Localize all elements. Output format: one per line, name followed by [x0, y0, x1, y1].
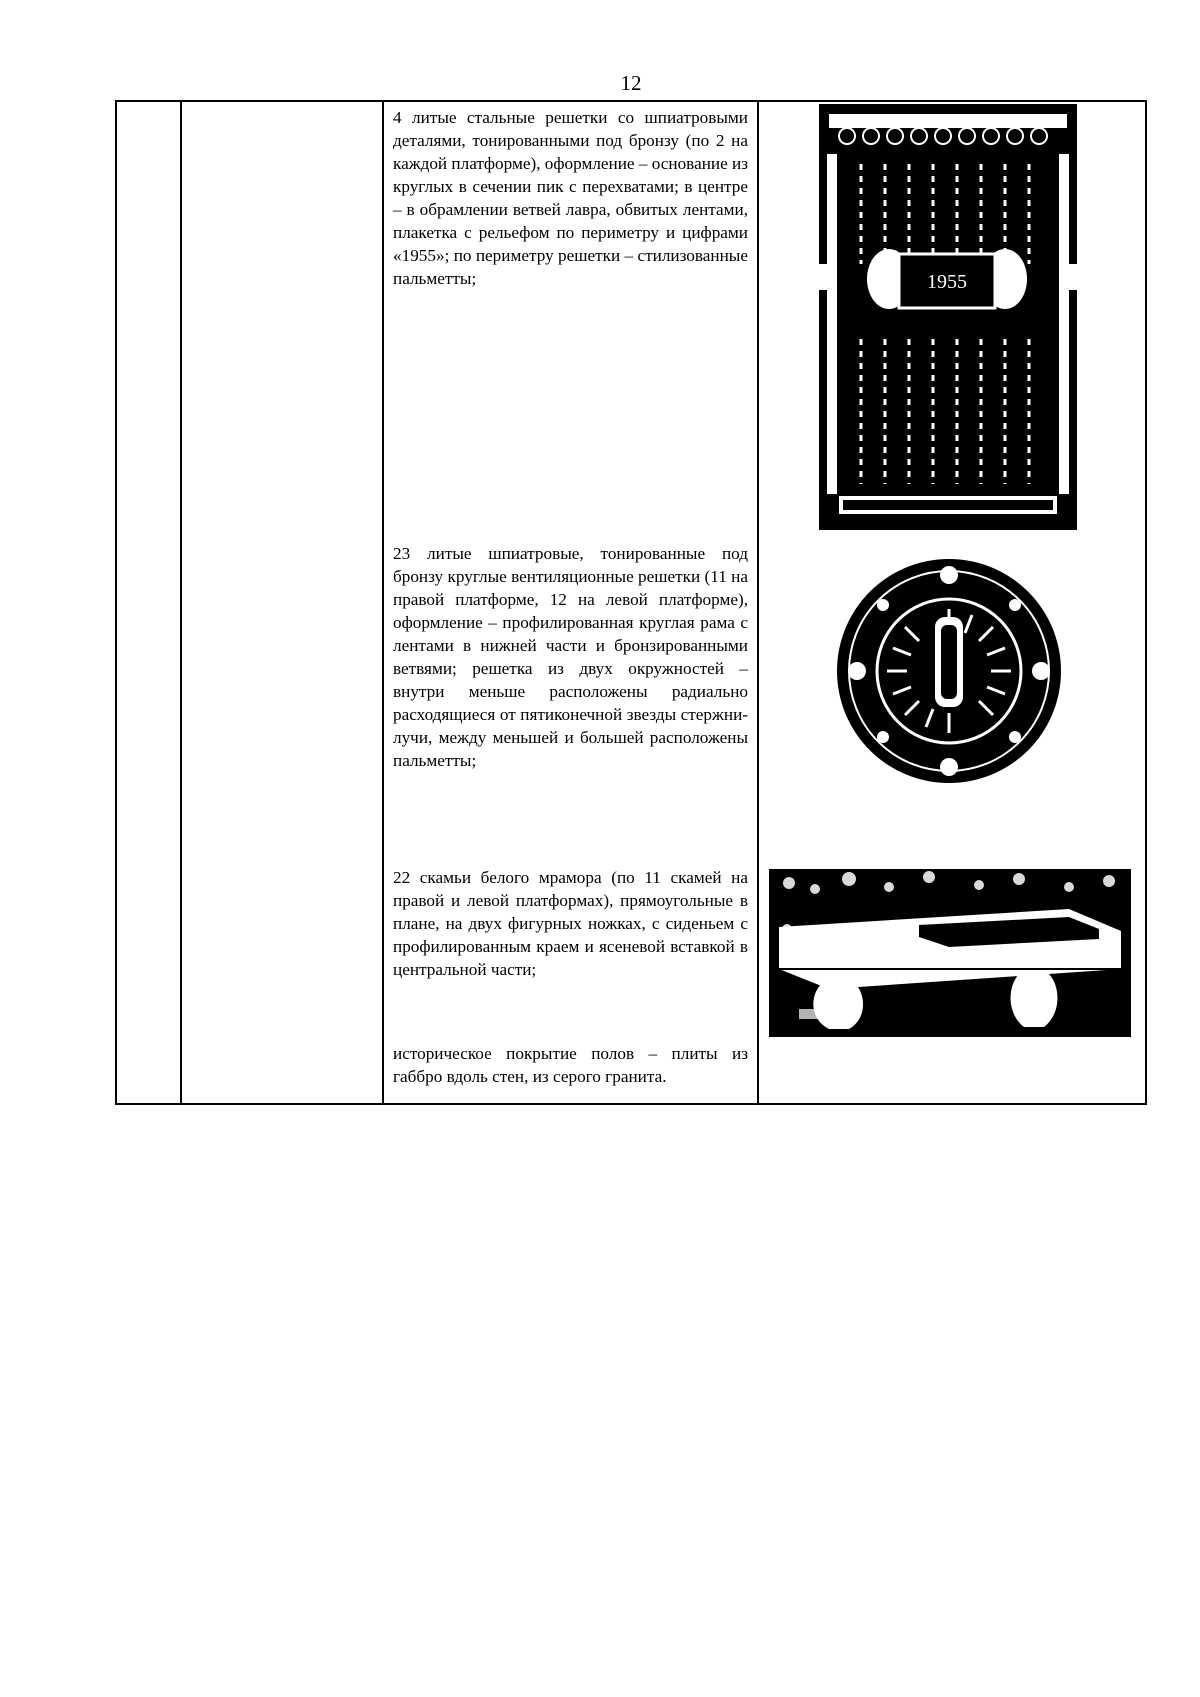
bench-photo [769, 869, 1131, 1037]
grille-photo [819, 104, 1077, 530]
column-divider [757, 102, 759, 1103]
page-number: 12 [620, 71, 642, 95]
grille-plaque-digits: 1955 [927, 271, 967, 293]
grilles-description: 4 литые стальные решетки со шпиатровыми деталями, тонированными под бронзу (по 2 на каждой платформе), оформление – основание из круглых в сечении пик с перехватами; в центре – в обрамлении ветвей лавра, обвитых лентами, плакетка с рельефом по периметру и цифрами «1955»; по периметру решетки – стилизованные пальметты; [393, 108, 749, 288]
benches-description: 22 скамьи белого мрамора (по 11 скамей на правой и левой платформах), прямоугольные в плане, на двух фигурных ножках, с сиденьем с профилированным краем и ясеневой вставкой в центральной части; [393, 868, 748, 979]
vents-description: 23 литые шпиатровые, тонированные под бронзу круглые вентиляционные решетки (11 на правой платформе, 12 на левой платформе), оформление – профилированная круглая рама с лентами в нижней части и бронзированными ветвями; решетка из двух окружностей – внутри меньше расположены радиально расходящиеся от пятиконечной звезды стержни-лучи, между меньшей и большей расположены пальметты; [393, 544, 748, 770]
column-divider [382, 102, 384, 1103]
vent-photo [835, 557, 1063, 785]
column-divider [180, 102, 182, 1103]
description-table [115, 100, 1147, 1105]
floor-description: историческое покрытие полов – плиты из габбро вдоль стен, из серого гранита. [393, 1044, 748, 1086]
